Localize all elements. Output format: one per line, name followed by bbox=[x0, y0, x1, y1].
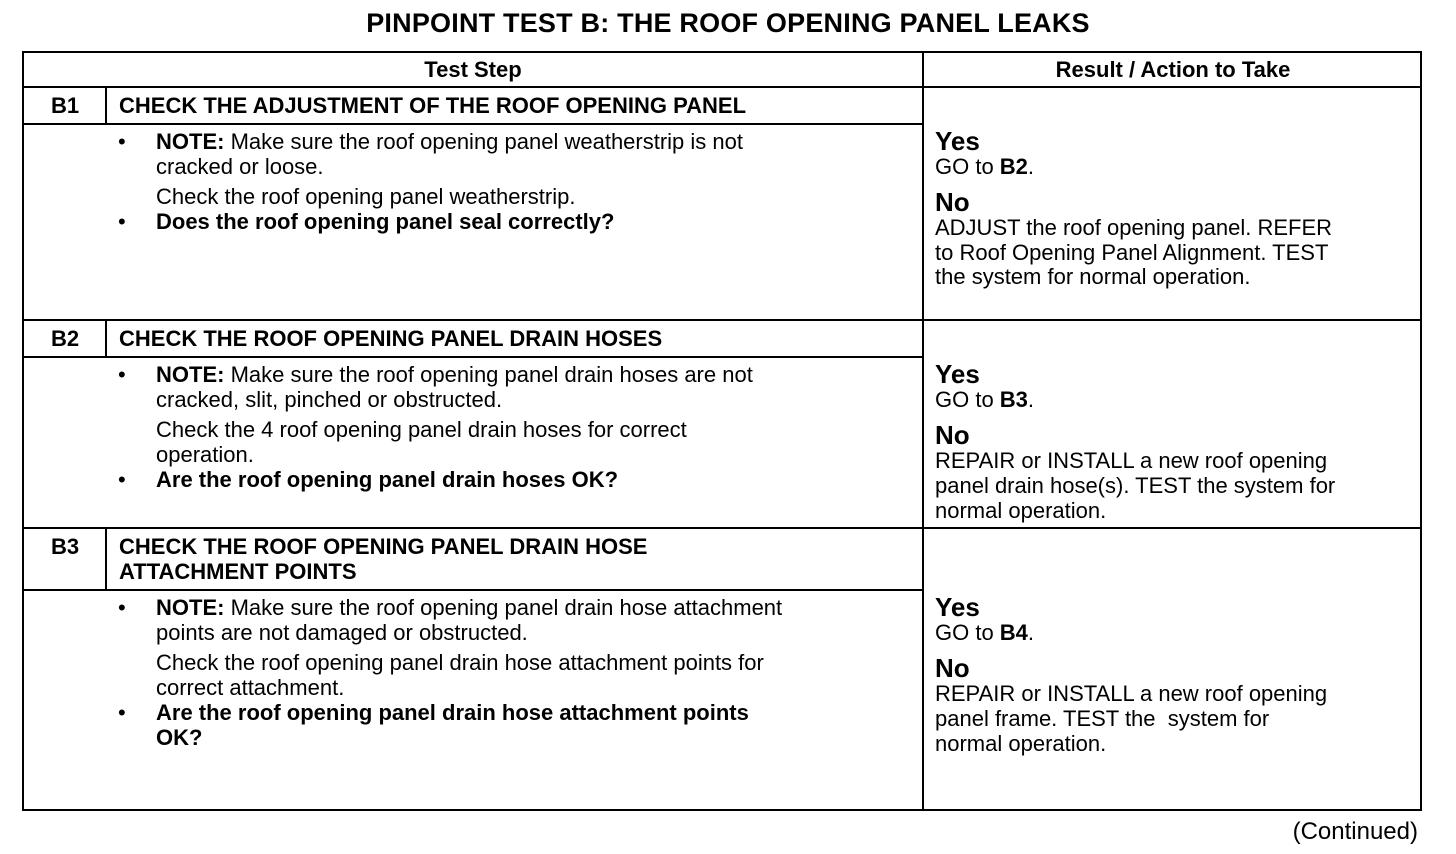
note-b1-line2: cracked or loose. bbox=[156, 154, 324, 179]
step-heading-b3-line1: CHECK THE ROOF OPENING PANEL DRAIN HOSE bbox=[119, 534, 648, 559]
yes-action-b3 bbox=[935, 620, 1034, 645]
note-b1-line1 bbox=[156, 129, 743, 154]
go-to-text: GO to bbox=[935, 387, 1000, 412]
yes-action-b2 bbox=[935, 387, 1034, 412]
header-divider bbox=[24, 86, 1422, 88]
header-result: Result / Action to Take bbox=[1055, 57, 1291, 82]
note-b2-line2: cracked, slit, pinched or obstructed. bbox=[156, 387, 503, 412]
check-b1-line1: Check the roof opening panel weatherstrip. bbox=[156, 184, 576, 209]
check-b2-line1: Check the 4 roof opening panel drain hoses for correct bbox=[156, 417, 687, 442]
step-heading-b1: CHECK THE ADJUSTMENT OF THE ROOF OPENING PANEL bbox=[119, 93, 747, 118]
yes-label-b1: Yes bbox=[935, 126, 980, 156]
note-b3-line1 bbox=[156, 595, 782, 620]
no-label-b1: No bbox=[935, 187, 970, 217]
step-id-b1: B1 bbox=[50, 93, 80, 118]
no-action-b3-line3: normal operation. bbox=[935, 731, 1107, 756]
bullet-b1-question: • bbox=[118, 209, 126, 234]
no-action-b2-line3: normal operation. bbox=[935, 498, 1107, 523]
yes-label-b3: Yes bbox=[935, 592, 980, 622]
no-label-b3: No bbox=[935, 653, 970, 683]
yes-label-b2: Yes bbox=[935, 359, 980, 389]
no-action-b2-line1: REPAIR or INSTALL a new roof opening bbox=[935, 448, 1328, 473]
yes-action-b1 bbox=[935, 154, 1034, 179]
check-b2-line2: operation. bbox=[156, 442, 254, 467]
check-b3-line2: correct attachment. bbox=[156, 675, 345, 700]
period: . bbox=[1027, 387, 1035, 412]
pinpoint-test-table bbox=[22, 51, 1422, 811]
b2-row-divider bbox=[24, 527, 1422, 529]
note-text: Make sure the roof opening panel weatherstrip is not bbox=[230, 129, 743, 154]
no-action-b1-line3: the system for normal operation. bbox=[935, 264, 1251, 289]
no-label-b2: No bbox=[935, 420, 970, 450]
continued-label: (Continued) bbox=[1292, 818, 1418, 845]
column-divider-main bbox=[922, 53, 924, 811]
step-heading-b3-line2: ATTACHMENT POINTS bbox=[119, 559, 357, 584]
bullet-b1-note: • bbox=[118, 129, 126, 154]
no-action-b1-line1: ADJUST the roof opening panel. REFER bbox=[935, 215, 1333, 240]
bullet-b2-question: • bbox=[118, 467, 126, 492]
go-to-target: B2 bbox=[999, 154, 1028, 179]
bullet-b2-note: • bbox=[118, 362, 126, 387]
period: . bbox=[1027, 620, 1035, 645]
period: . bbox=[1027, 154, 1035, 179]
no-action-b3-line1: REPAIR or INSTALL a new roof opening bbox=[935, 681, 1328, 706]
no-action-b3-line2: panel frame. TEST the system for bbox=[935, 706, 1270, 731]
b3-heading-divider bbox=[24, 589, 922, 591]
question-b3-line2: OK? bbox=[156, 725, 203, 750]
note-label: NOTE: bbox=[156, 362, 225, 387]
no-action-b1-line2: to Roof Opening Panel Alignment. TEST bbox=[935, 240, 1329, 265]
go-to-target: B3 bbox=[999, 387, 1028, 412]
b1-row-divider bbox=[24, 319, 1422, 321]
note-text: Make sure the roof opening panel drain hoses are not bbox=[230, 362, 753, 387]
question-b2-line1: Are the roof opening panel drain hoses OK? bbox=[156, 467, 619, 492]
no-action-b2-line2: panel drain hose(s). TEST the system for bbox=[935, 473, 1336, 498]
note-label: NOTE: bbox=[156, 129, 225, 154]
note-b2-line1 bbox=[156, 362, 753, 387]
go-to-text: GO to bbox=[935, 154, 1000, 179]
note-b3-line2: points are not damaged or obstructed. bbox=[156, 620, 528, 645]
check-b3-line1: Check the roof opening panel drain hose attachment points for bbox=[156, 650, 764, 675]
step-id-b2: B2 bbox=[50, 326, 80, 351]
question-b3-line1: Are the roof opening panel drain hose attachment points bbox=[156, 700, 749, 725]
note-label: NOTE: bbox=[156, 595, 225, 620]
question-b1-line1: Does the roof opening panel seal correctly? bbox=[156, 209, 615, 234]
step-heading-b2: CHECK THE ROOF OPENING PANEL DRAIN HOSES bbox=[119, 326, 663, 351]
bullet-b3-question: • bbox=[118, 700, 126, 725]
note-text: Make sure the roof opening panel drain hose attachment bbox=[230, 595, 783, 620]
header-test-step: Test Step bbox=[424, 57, 522, 82]
go-to-text: GO to bbox=[935, 620, 1000, 645]
bullet-b3-note: • bbox=[118, 595, 126, 620]
step-id-b3: B3 bbox=[50, 534, 80, 559]
page-title: PINPOINT TEST B: THE ROOF OPENING PANEL LEAKS bbox=[366, 8, 1090, 38]
b2-heading-divider bbox=[24, 356, 922, 358]
go-to-target: B4 bbox=[999, 620, 1028, 645]
b1-heading-divider bbox=[24, 123, 922, 125]
